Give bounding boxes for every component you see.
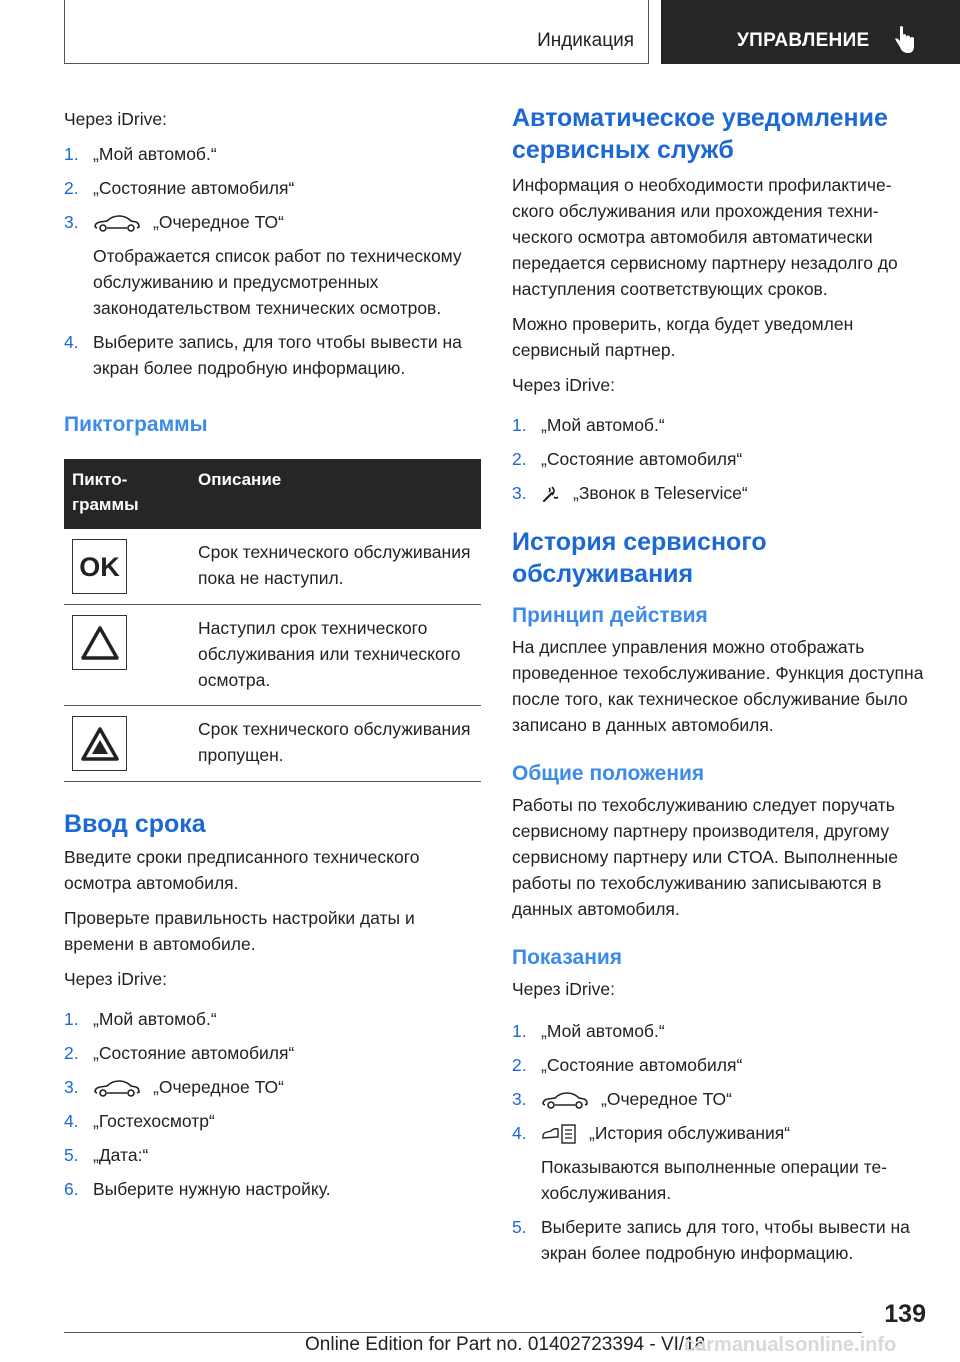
list-item: 4. Выберите запись, для того чтобы вывести на экран более подробную информацию.	[64, 332, 462, 378]
deadline-text: Введите сроки предписанного технического осмотра автомобиля.	[64, 847, 420, 893]
list-item: 2. „Состояние автомобиля“	[512, 449, 743, 469]
left-column	[64, 100, 484, 1210]
deadline-text: Проверьте правильность настройки даты и времени в автомобиле.	[64, 908, 415, 954]
step-note: Показываются выполненные операции техобслуживания.	[541, 1157, 888, 1203]
list-item: 1. „Мой автомоб.“	[64, 1009, 217, 1029]
table-row	[64, 605, 481, 706]
readings-heading: Показания	[512, 946, 623, 969]
table-row	[64, 529, 481, 605]
footer-divider	[64, 1332, 862, 1333]
general-heading: Общие положения	[512, 762, 705, 785]
list-item: 5. Выберите запись для того, чтобы вывести на экран более подробную информацию.	[512, 1217, 910, 1263]
list-item: 3. „Очередное ТО“	[512, 1089, 732, 1109]
footer-edition: Online Edition for Part no. 01402723394 - VI/18	[305, 1334, 706, 1355]
ok-icon: OK	[72, 539, 127, 594]
list-item: 2. „Состояние автомобиля“	[64, 1043, 295, 1063]
list-item: 3. „Очередное ТО“ Отображается список работ по техническому обслуживанию и предусмотренных законодательством технических осмотров.	[64, 209, 484, 321]
step-note: Отображается список работ по техническому обслуживанию и предусмотренных законодательством технических осмотров.	[93, 246, 462, 318]
list-item: 2. „Состояние автомобиля“	[64, 178, 295, 198]
service-history-icon	[541, 1123, 577, 1145]
warning-triangle-icon	[72, 615, 127, 670]
deadline-text: Через iDrive:	[64, 969, 167, 989]
readings-intro: Через iDrive:	[512, 979, 615, 999]
principle-text: На дисплее управления можно отображать проведенное техобслуживание. Функция доступна после того, как техническое обслуживание было записано в данных автомобиля.	[512, 637, 924, 735]
overdue-triangle-icon	[72, 716, 127, 771]
intro-text: Через iDrive:	[64, 109, 167, 129]
footer-watermark: carmanualsonline.info	[684, 1334, 897, 1356]
notify-heading: Автоматическое уведомление сервисных служб	[512, 104, 888, 164]
table-header-description: Описание	[190, 459, 481, 529]
list-item: 6. Выберите нужную настройку.	[64, 1179, 331, 1199]
list-item: 3. „Очередное ТО“	[64, 1077, 284, 1097]
list-item: 1. „Мой автомоб.“	[512, 415, 665, 435]
table-cell-description: Срок технического обслуживания пропущен.	[190, 706, 481, 782]
table-header-pictogram: Пиктограммы	[64, 459, 190, 529]
steps-list-status	[64, 141, 484, 381]
list-item: 1. „Мой автомоб.“	[512, 1021, 665, 1041]
notify-text: Через iDrive:	[512, 375, 615, 395]
steps-list-deadline	[64, 1006, 484, 1202]
right-column	[512, 100, 926, 1274]
hand-pointer-icon	[893, 26, 917, 56]
list-item: 1. „Мой автомоб.“	[64, 144, 217, 164]
car-icon	[93, 213, 141, 233]
history-heading: История сервисного обслуживания	[512, 528, 767, 588]
page-number: 139	[884, 1300, 926, 1328]
principle-heading: Принцип действия	[512, 604, 708, 627]
notify-text: Можно проверить, когда будет уведомлен сервисный партнер.	[512, 314, 854, 360]
header-section-label: УПРАВЛЕНИЕ	[737, 30, 870, 51]
header-subsection-box	[64, 0, 649, 64]
general-text: Работы по техобслуживанию следует поручать сервисному партнеру производителя, другому сервисному партнеру или СТОА. Выполненные работы по техобслуживанию записываются в данных автомобиля.	[512, 795, 898, 919]
car-icon	[541, 1090, 589, 1110]
list-item: 4. „Гостехосмотр“	[64, 1111, 215, 1131]
teleservice-icon	[541, 484, 561, 504]
steps-list-notify	[512, 412, 926, 506]
deadline-heading: Ввод срока	[64, 810, 206, 838]
header-section-tab	[661, 0, 960, 64]
header-subsection: Индикация	[537, 30, 634, 51]
table-cell-description: Срок технического обслуживания пока не наступил.	[190, 529, 481, 605]
list-item: 3. „Звонок в Teleservice“	[512, 483, 748, 503]
pictograms-heading: Пиктограммы	[64, 413, 208, 436]
table-cell-description: Наступил срок технического обслуживания или технического осмотра.	[190, 605, 481, 706]
pictograms-table	[64, 459, 481, 782]
car-icon	[93, 1078, 141, 1098]
table-row	[64, 706, 481, 782]
notify-text: Информация о необходимости профилактического обслуживания или прохождения технического осмотра автомобиля автоматически передается сервисному партнеру незадолго до наступления соответствующих сроков.	[512, 175, 898, 299]
steps-list-readings	[512, 1018, 926, 1266]
list-item: 5. „Дата:“	[64, 1145, 149, 1165]
list-item: 4. „История обслуживания“ Показываются выполненные операции техобслуживания.	[512, 1120, 926, 1206]
list-item: 2. „Состояние автомобиля“	[512, 1055, 743, 1075]
